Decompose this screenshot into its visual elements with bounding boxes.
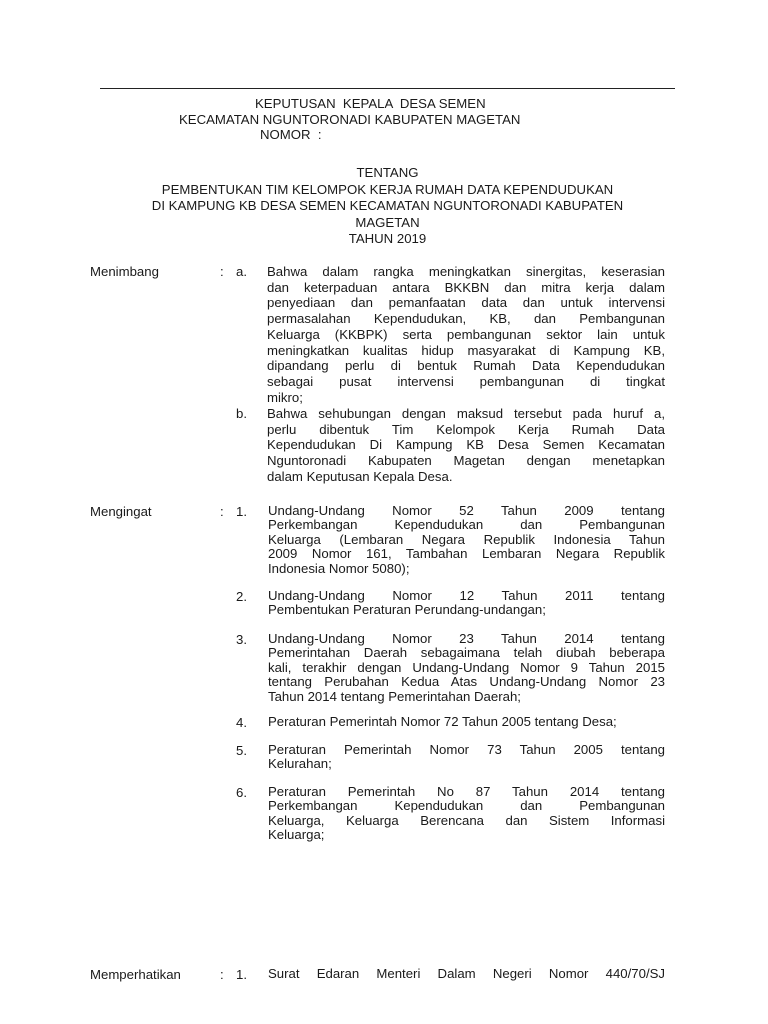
item-marker: 4.	[236, 715, 247, 730]
item-marker: a.	[236, 264, 247, 279]
text-line: Keluarga, Keluarga Berencana dan Sistem Informasi	[268, 812, 665, 828]
item-marker: b.	[236, 406, 247, 421]
text-line: Pemerintahan Daerah sebagaimana telah diubah beberapa	[268, 645, 665, 661]
text-line: meningkatkan kualitas hidup masyarakat di Kampung KB,	[267, 342, 665, 358]
section-label: Mengingat	[90, 504, 152, 519]
item-marker: 6.	[236, 785, 247, 800]
item-text	[268, 715, 665, 729]
decree-subject	[100, 165, 675, 248]
item-text	[268, 967, 665, 981]
subject-year: TAHUN 2019	[348, 231, 427, 246]
text-line: tentang Perubahan Kedua Atas Undang-Undang Nomor 23	[268, 674, 665, 690]
text-line: sebagai pusat intervensi pembangunan di tingkat	[267, 373, 665, 389]
text-line: mikro;	[267, 389, 303, 405]
text-line: 2009 Nomor 161, Tambahan Lembaran Negara Republik	[268, 546, 665, 562]
text-line: permasalahan Kependudukan, KB, dan Pembangunan	[267, 311, 665, 327]
text-line: Bahwa dalam rangka meningkatkan sinergitas, keserasian	[267, 264, 665, 279]
text-line: Perkembangan Kependudukan dan Pembangunan	[268, 517, 665, 533]
top-rule	[100, 88, 675, 89]
text-line: Peraturan Pemerintah No 87 Tahun 2014 tentang	[268, 784, 665, 799]
item-text	[268, 785, 665, 843]
text-line: Keluarga (KKBPK) serta pembangunan sektor lain untuk	[267, 326, 665, 342]
item-marker: 3.	[236, 632, 247, 647]
text-line: Undang-Undang Nomor 23 Tahun 2014 tentang	[268, 631, 665, 646]
subject-heading: TENTANG	[356, 165, 419, 180]
item-text	[267, 406, 665, 485]
text-line: Keluarga (Lembaran Negara Republik Indonesia Tahun	[268, 531, 665, 547]
text-line: Keluarga;	[268, 827, 325, 843]
text-line: Nguntoronadi Kabupaten Magetan dengan menetapkan	[267, 453, 665, 469]
text-line: Indonesia Nomor 5080);	[268, 560, 410, 576]
item-marker: 1.	[236, 967, 247, 982]
text-line: Kependudukan Di Kampung KB Desa Semen Kecamatan	[267, 437, 665, 453]
text-line: Kelurahan;	[268, 756, 332, 772]
subject-line: DI KAMPUNG KB DESA SEMEN KECAMATAN NGUNTORONADI KABUPATEN	[151, 198, 624, 213]
text-line: Pembentukan Peraturan Perundang-undangan;	[268, 602, 546, 618]
document-header	[60, 96, 720, 143]
decree-title: KEPUTUSAN KEPALA DESA SEMEN	[255, 96, 486, 111]
text-line: Peraturan Pemerintah Nomor 73 Tahun 2005 tentang	[268, 742, 665, 757]
subject-line: PEMBENTUKAN TIM KELOMPOK KERJA RUMAH DATA KEPENDUDUKAN	[161, 181, 614, 197]
item-marker: 2.	[236, 589, 247, 604]
section-label: Menimbang	[90, 264, 159, 279]
decree-region: KECAMATAN NGUNTORONADI KABUPATEN MAGETAN	[179, 111, 521, 127]
text-line: Undang-Undang Nomor 52 Tahun 2009 tentang	[268, 503, 665, 518]
text-line: dan keterpaduan antara BKKBN dan mitra kerja dalam	[267, 279, 665, 295]
text-line: perlu dibentuk Tim Kelompok Kerja Rumah Data	[267, 421, 665, 437]
text-line: dalam Keputusan Kepala Desa.	[267, 468, 453, 484]
item-text	[268, 589, 665, 618]
item-text	[267, 264, 665, 405]
section-colon: :	[220, 504, 224, 519]
text-line: Peraturan Pemerintah Nomor 72 Tahun 2005 tentang Desa;	[268, 714, 617, 729]
item-text	[268, 504, 665, 576]
item-marker: 1.	[236, 504, 247, 519]
text-line: kali, terakhir dengan Undang-Undang Nomor 9 Tahun 2015	[268, 659, 665, 675]
text-line: Undang-Undang Nomor 12 Tahun 2011 tentang	[268, 588, 665, 603]
text-line: Perkembangan Kependudukan dan Pembangunan	[268, 798, 665, 814]
text-line: dipandang perlu di bentuk Rumah Data Kependudukan	[267, 358, 665, 374]
text-line: Surat Edaran Menteri Dalam Negeri Nomor 440/70/SJ	[268, 966, 665, 981]
section-label: Memperhatikan	[90, 967, 181, 982]
item-text	[268, 632, 665, 704]
section-colon: :	[220, 264, 224, 279]
text-line: Bahwa sehubungan dengan maksud tersebut pada huruf a,	[267, 406, 665, 421]
decree-number: NOMOR :	[260, 127, 322, 143]
text-line: Tahun 2014 tentang Pemerintahan Daerah;	[268, 688, 521, 704]
item-marker: 5.	[236, 743, 247, 758]
item-text	[268, 743, 665, 772]
text-line: penyediaan dan pemanfaatan data dan untuk intervensi	[267, 295, 665, 311]
section-colon: :	[220, 967, 224, 982]
subject-line: MAGETAN	[355, 214, 420, 230]
